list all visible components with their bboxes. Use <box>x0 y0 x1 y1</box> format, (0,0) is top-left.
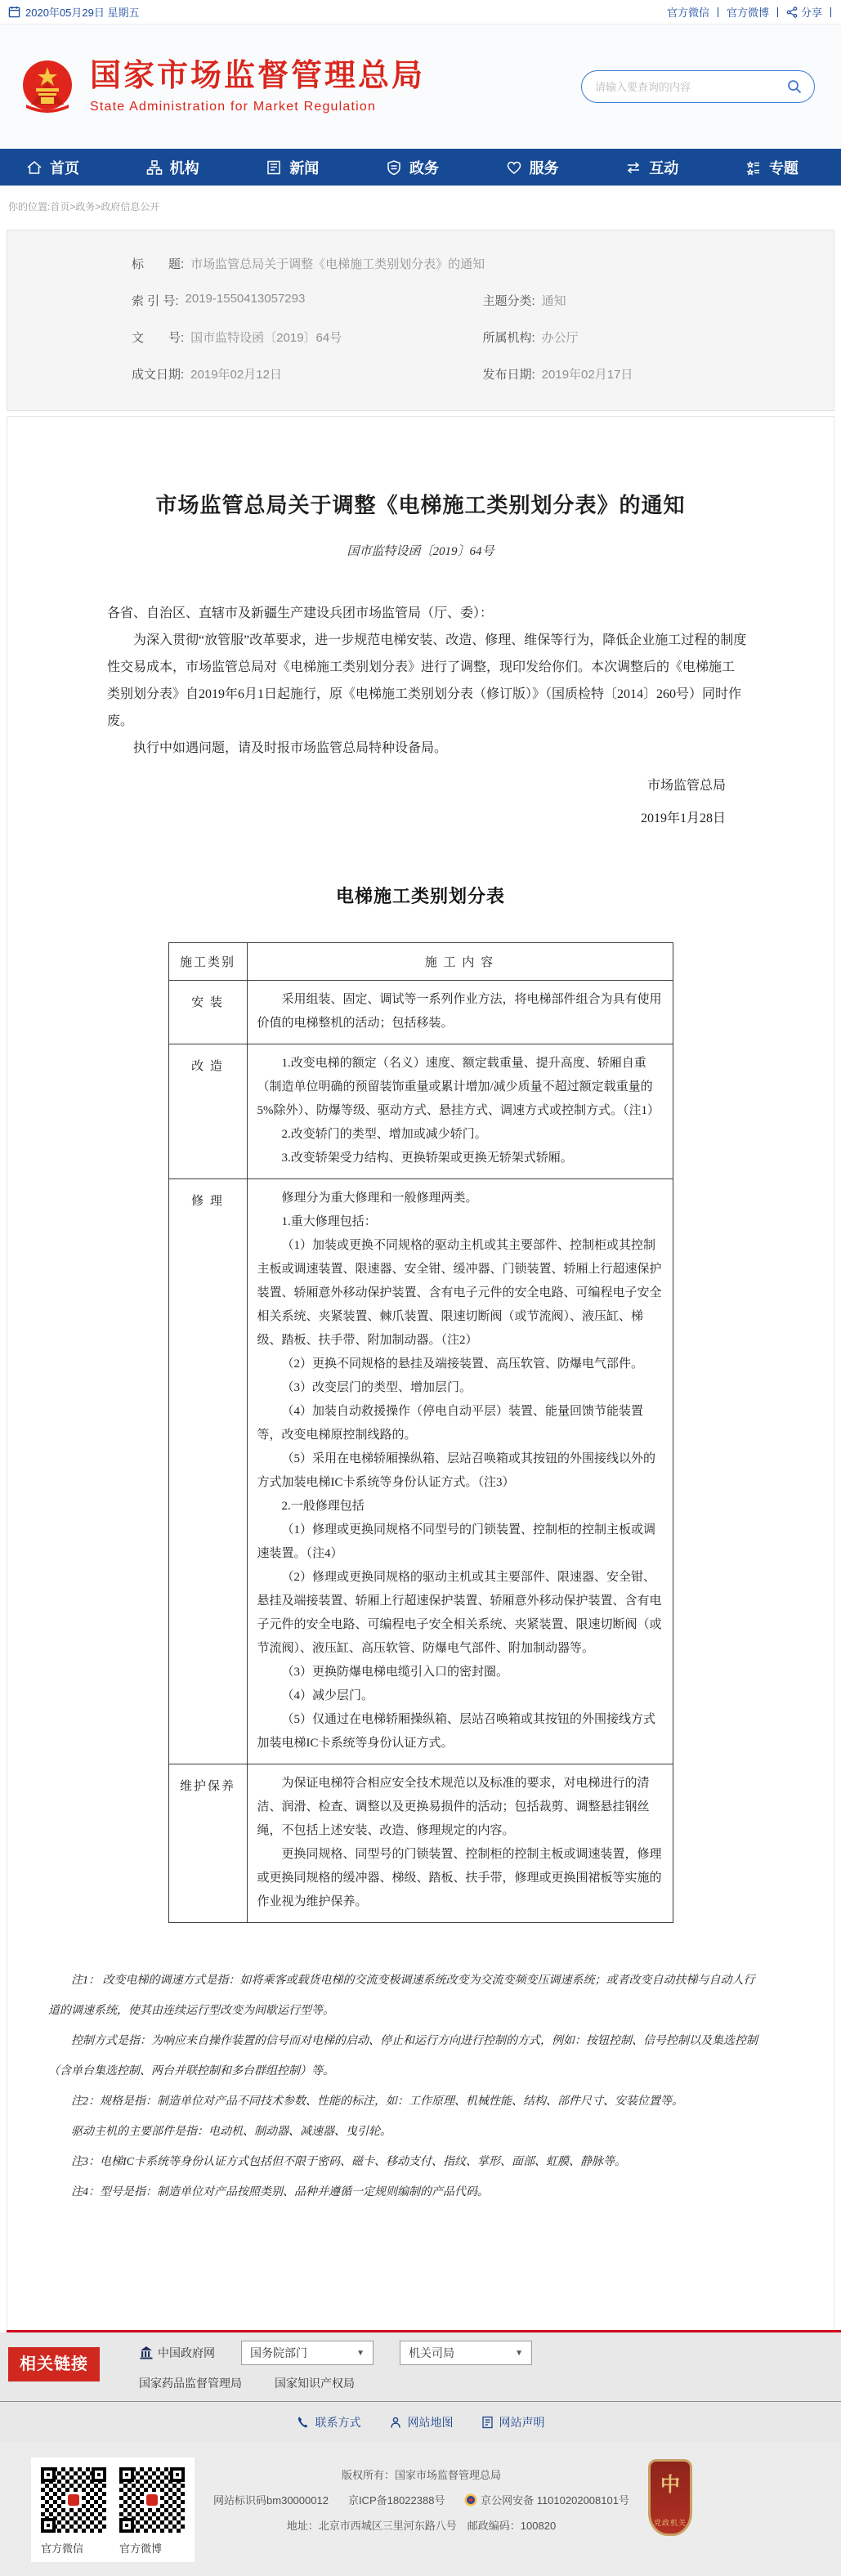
police-badge-icon <box>464 2493 477 2507</box>
note-paragraph: 注2：规格是指：制造单位对产品不同技术参数、性能的标注，如：工作原理、机械性能、结构、部件尺寸、安装位置等。 <box>71 2095 683 2108</box>
category-cell: 修 理 <box>168 1179 247 1764</box>
paragraph-main: 为深入贯彻“放管服”改革要求，进一步规范电梯安装、改造、修理、维保等行为，降低企业施工过程的制度性交易成本，市场监管总局对《电梯施工类别划分表》进行了调整，现印发给你们。本次调整后的《电梯施工类别划分表》自2019年6月1日起施行，原《电梯施工类别划分表（修订版）》（国质检特〔2014〕260号）同时作废。 <box>107 633 747 728</box>
related-links-badge: 相关链接 <box>8 2347 100 2381</box>
content-cell <box>247 1044 673 1179</box>
content-cell <box>247 981 673 1044</box>
nav-item-interact[interactable] <box>625 157 678 178</box>
table-row <box>168 1044 673 1179</box>
departments-select-value: 国务院部门 <box>250 2346 307 2359</box>
copyright-block <box>195 2462 648 2538</box>
statement-label: 网站声明 <box>499 2416 545 2429</box>
table-row <box>168 1764 673 1923</box>
related-links-band <box>0 2332 841 2402</box>
share-link[interactable] <box>786 4 822 20</box>
content-paragraph: 3.改变轿架受力结构、更换轿架或更换无轿架式轿厢。 <box>281 1152 573 1165</box>
meta-written-value: 2019年02月12日 <box>190 368 282 382</box>
note-paragraph: 控制方式是指：为响应来自操作装置的信号而对电梯的启动、停止和运行方向进行控制的方式，例如：按钮控制、信号控制以及集选控制（含单台集选控制、两台并联控制和多台群组控制）等。 <box>48 2035 758 2077</box>
nav-label: 专题 <box>768 159 799 177</box>
breadcrumb: 你的位置:首页>政务>政府信息公开 <box>8 201 160 212</box>
content-cell <box>247 1764 673 1923</box>
content-paragraph: 为保证电梯符合相应安全技术规范以及标准的要求，对电梯进行的清洁、润滑、检查、调整以及更换易损件的活动；包括裁剪、调整悬挂钢丝绳，不包括上述安装、改造、修理规定的内容。 <box>257 1777 650 1837</box>
content-paragraph: 2.改变轿门的类型、增加或减少轿门。 <box>281 1128 487 1141</box>
category-cell: 维护保养 <box>168 1764 247 1923</box>
date-display <box>8 4 139 20</box>
table-row <box>168 1179 673 1764</box>
nav-label: 首页 <box>50 159 79 177</box>
content-paragraph: （3）更换防爆电梯电缆引入口的密封圈。 <box>281 1666 509 1679</box>
news-icon <box>266 159 282 176</box>
document-meta-box <box>7 230 834 411</box>
content-paragraph: 1.重大修理包括： <box>281 1215 377 1228</box>
phone-icon <box>297 2416 310 2429</box>
nav-label: 政务 <box>409 159 439 177</box>
brand <box>18 57 425 116</box>
wechat-link[interactable]: 官方微信 <box>666 7 709 19</box>
gov-site-link[interactable] <box>139 2345 215 2361</box>
note-paragraph: 注3：电梯IC卡系统等身份认证方式包括但不限于密码、磁卡、移动支付、指纹、掌形、面部、虹膜、静脉等。 <box>71 2156 626 2168</box>
separator <box>830 7 831 17</box>
search-input[interactable] <box>593 80 786 94</box>
notes-section <box>48 1966 758 2207</box>
paragraph-closing: 执行中如遇问题，请及时报市场监管总局特种设备局。 <box>133 741 448 755</box>
meta-written-label: 成文日期: <box>132 368 185 382</box>
party-gov-badge <box>648 2459 692 2536</box>
search-box <box>581 70 815 103</box>
heart-icon <box>506 159 522 176</box>
cnipa-link[interactable]: 国家知识产权局 <box>275 2377 355 2390</box>
exchange-icon <box>625 159 642 176</box>
nav-item-home[interactable] <box>26 157 79 178</box>
topics-icon <box>745 159 762 176</box>
org-icon <box>146 159 163 176</box>
site-links-band <box>0 2402 841 2443</box>
note-paragraph: 驱动主机的主要部件是指：电动机、制动器、减速器、曳引轮。 <box>71 2126 391 2138</box>
calendar-icon <box>8 6 20 18</box>
content-paragraph: （4）加装自动救援操作（停电自动平层）装置、能量回馈节能装置等，改变电梯原控制线路的。 <box>257 1405 644 1442</box>
qr-card <box>31 2457 195 2562</box>
site-title: 国家市场监督管理总局 <box>90 59 426 94</box>
contact-link[interactable] <box>297 2414 361 2431</box>
nav-item-affairs[interactable] <box>386 157 439 178</box>
meta-topic-value: 通知 <box>541 294 566 308</box>
nav-label: 新闻 <box>289 159 320 177</box>
sitemap-label: 网站地图 <box>407 2416 454 2429</box>
contact-label: 联系方式 <box>315 2416 361 2429</box>
table-row <box>168 981 673 1044</box>
header-category: 施工类别 <box>168 943 247 981</box>
sitemap-link[interactable] <box>389 2414 454 2431</box>
wechat-qr-label: 官方微信 <box>41 2542 84 2555</box>
party-gov-badge-glyph: 中 <box>660 2475 680 2496</box>
gov-building-icon <box>139 2346 154 2359</box>
chevron-down-icon: ▼ <box>356 2348 365 2358</box>
wechat-qr-code <box>41 2467 106 2533</box>
meta-publish-label: 发布日期: <box>482 368 535 382</box>
document-icon <box>481 2416 494 2429</box>
note-paragraph: 注1： 改变电梯的调速方式是指：如将乘客或载货电梯的交流变极调速系统改变为交流变频变压调速系统；或者改变自动扶梯与自动人行道的调速系统，使其由连续运行型改变为间歇运行型等。 <box>48 1974 755 2017</box>
paragraph-salutation: 各省、自治区、直辖市及新疆生产建设兵团市场监管局（厅、委）： <box>107 606 494 620</box>
share-label: 分享 <box>800 7 822 19</box>
signature-block <box>7 770 726 835</box>
chevron-down-icon: ▼ <box>515 2348 523 2358</box>
psb-number: 京公网安备 11010202008101号 <box>481 2494 629 2507</box>
separator <box>777 7 778 17</box>
note-paragraph: 注4：型号是指：制造单位对产品按照类别、品种并遵循一定规则编制的产品代码。 <box>71 2186 489 2198</box>
document-title: 市场监管总局关于调整《电梯施工类别划分表》的通知 <box>155 493 686 517</box>
classification-table-title: 电梯施工类别划分表 <box>335 886 505 906</box>
meta-docno-label: 文 号: <box>132 331 185 345</box>
document-body <box>107 600 747 762</box>
statement-link[interactable] <box>481 2414 545 2431</box>
main-nav <box>0 149 841 186</box>
nmpa-link[interactable]: 国家药品监督管理局 <box>139 2377 242 2390</box>
content-cell <box>247 1179 673 1764</box>
content-paragraph: （2）更换不同规格的悬挂及端接装置、高压软管、防爆电气部件。 <box>281 1357 644 1371</box>
meta-org-label: 所属机构: <box>482 331 535 345</box>
nav-label: 机构 <box>169 159 199 177</box>
meta-index-label: 索 引 号: <box>132 294 179 308</box>
content-paragraph: （5）采用在电梯轿厢操纵箱、层站召唤箱或其按钮的外围接线以外的方式加装电梯IC卡系统等身份认证方式。（注3） <box>257 1452 656 1489</box>
party-gov-badge-label: 党政机关 <box>653 2519 687 2527</box>
content-paragraph: （5）仅通过在电梯轿厢操纵箱、层站召唤箱或其按钮的外围接线方式加装电梯IC卡系统等身份认证方式。 <box>257 1713 656 1750</box>
document-content <box>7 416 834 2330</box>
content-paragraph: 修理分为重大修理和一般修理两类。 <box>281 1192 478 1205</box>
classification-table <box>168 942 673 1923</box>
wechat-qr <box>41 2467 106 2556</box>
content-paragraph: （3）改变层门的类型、增加层门。 <box>281 1381 472 1394</box>
classification-table-body <box>168 981 673 1923</box>
meta-title-value: 市场监管总局关于调整《电梯施工类别划分表》的通知 <box>190 257 485 271</box>
category-cell: 安 装 <box>168 981 247 1044</box>
document-number: 国市监特设函〔2019〕64号 <box>347 545 494 558</box>
signature-org: 市场监管总局 <box>646 779 726 793</box>
search-icon[interactable] <box>786 78 803 95</box>
shield-icon <box>386 159 402 176</box>
content-paragraph: 1.改变电梯的额定（名义）速度、额定载重量、提升高度、轿厢自重（制造单位明确的预留装饰重量或累计增加/减少质量不超过额定载重量的5%除外）、防爆等级、驱动方式、悬挂方式、调速方式或控制方式。（注1） <box>257 1057 660 1117</box>
weibo-qr-code <box>119 2467 185 2533</box>
content-paragraph: （2）修理或更换同规格的驱动主机或其主要部件、限速器、安全钳、悬挂及端接装置、轿厢上行超速保护装置、轿厢意外移动保护装置、含有电子元件的安全电路、可编程电子安全相关系统、夹紧装置、限速切断阀（或节流阀）、液压缸、高压软管、防爆电气部件、附加制动器等。 <box>257 1571 662 1655</box>
signature-date: 2019年1月28日 <box>640 812 726 825</box>
nav-item-org[interactable] <box>146 157 199 178</box>
registration-line <box>195 2488 648 2513</box>
icp-number: 京ICP备18022388号 <box>347 2494 445 2507</box>
site-title-en: State Administration for Market Regulation <box>90 99 377 114</box>
departments-select[interactable] <box>241 2341 374 2365</box>
meta-docno-value: 国市监特设函〔2019〕64号 <box>190 331 342 345</box>
content-paragraph: 更换同规格、同型号的门锁装置、控制柜的控制主板或调速装置，修理或更换同规格的缓冲器、梯级、踏板、扶手带，修理或更换围裙板等实施的作业视为维护保养。 <box>257 1848 662 1908</box>
content-paragraph: （1）修理或更换同规格不同型号的门锁装置、控制柜的控制主板或调速装置。（注4） <box>257 1523 656 1560</box>
bureaus-select[interactable] <box>400 2341 532 2365</box>
meta-index-value: 2019-1550413057293 <box>185 292 306 306</box>
weibo-qr <box>119 2467 185 2556</box>
table-header-row <box>168 943 673 981</box>
gov-site-label: 中国政府网 <box>158 2346 215 2359</box>
meta-topic-label: 主题分类: <box>482 294 535 308</box>
category-cell: 改 造 <box>168 1044 247 1179</box>
home-icon <box>26 159 42 176</box>
content-paragraph: （1）加装或更换不同规格的驱动主机或其主要部件、控制柜或其控制主板或调速装置、限速器、安全钳、缓冲器、门锁装置、轿厢上行超速保护装置、轿厢意外移动保护装置、含有电子元件的安全电路、可编程电子安全相关系统、夹紧装置、棘爪装置、限速切断阀（或节流阀）、液压缸、梯级、踏板、扶手带、附加制动器。（注2） <box>257 1239 662 1347</box>
meta-publish-value: 2019年02月17日 <box>541 368 633 382</box>
current-date: 2020年05月29日 星期五 <box>25 7 140 19</box>
page-footer <box>0 2443 841 2576</box>
weibo-qr-label: 官方微博 <box>119 2542 163 2555</box>
share-icon <box>786 7 798 18</box>
nav-item-topics[interactable] <box>745 157 799 178</box>
site-code: 网站标识码bm30000012 <box>213 2494 329 2507</box>
topbar <box>0 0 841 25</box>
header-content: 施 工 内 容 <box>247 943 673 981</box>
meta-org-value: 办公厅 <box>541 331 579 345</box>
content-paragraph: 2.一般修理包括 <box>281 1500 365 1513</box>
address-line: 地址：北京市西城区三里河东路八号 邮政编码：100820 <box>286 2520 557 2532</box>
nav-item-news[interactable] <box>266 157 319 178</box>
site-header <box>0 25 841 149</box>
content-paragraph: （4）减少层门。 <box>281 1689 374 1702</box>
weibo-link[interactable]: 官方微博 <box>726 7 769 19</box>
meta-title-label: 标 题: <box>132 257 185 271</box>
nav-label: 服务 <box>529 159 559 177</box>
national-emblem-logo <box>18 57 77 116</box>
nav-item-services[interactable] <box>506 157 559 178</box>
copyright-line: 版权所有：国家市场监督管理总局 <box>341 2469 501 2481</box>
content-paragraph: 采用组装、固定、调试等一系列作业方法，将电梯部件组合为具有使用价值的电梯整机的活动；包括移装。 <box>257 993 662 1030</box>
map-pin-person-icon <box>389 2416 402 2429</box>
nav-label: 互动 <box>649 159 679 177</box>
bureaus-select-value: 机关司局 <box>409 2346 454 2359</box>
